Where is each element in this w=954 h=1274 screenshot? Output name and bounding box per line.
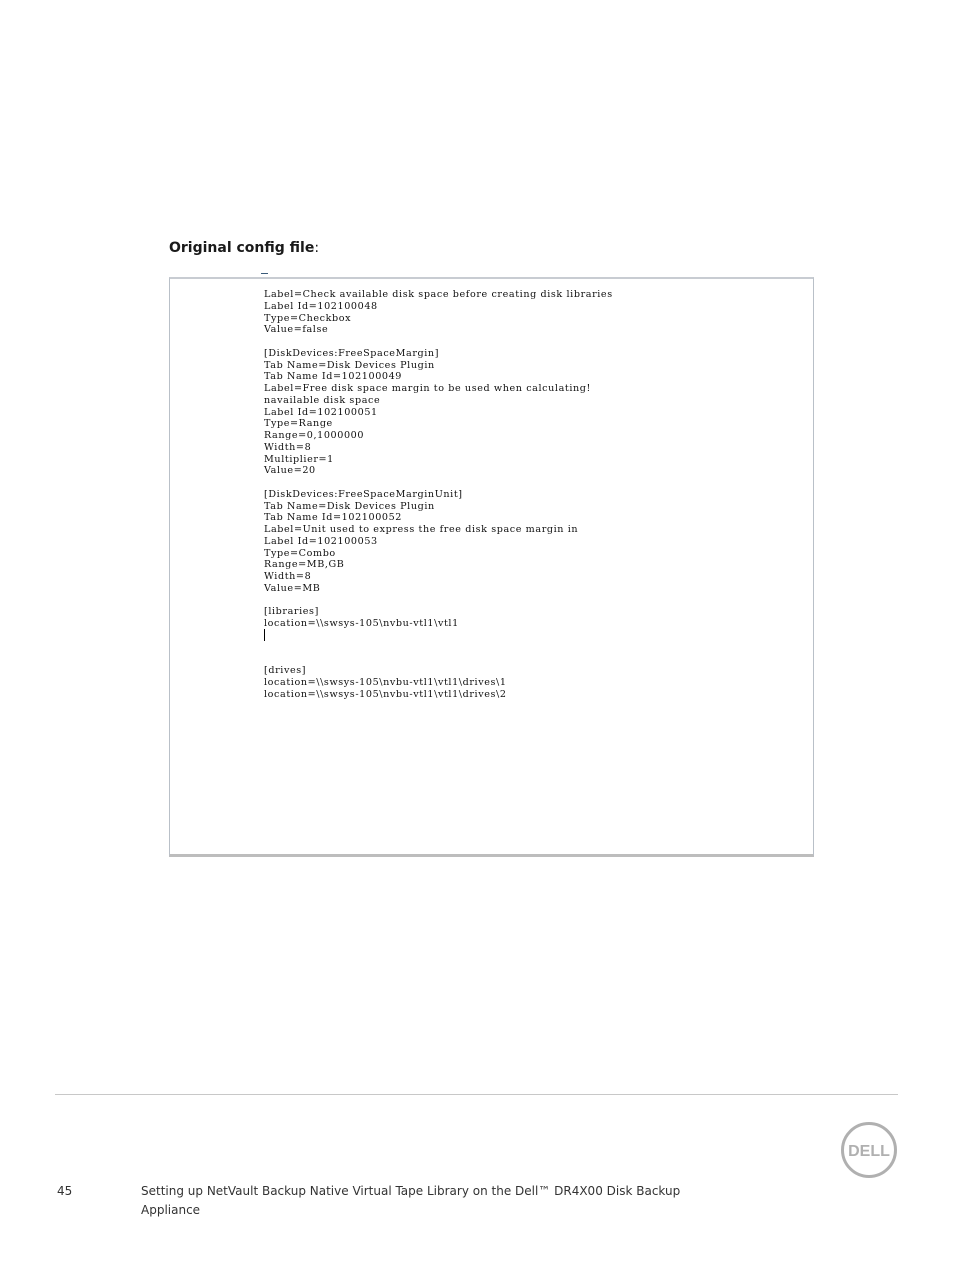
footer-title-line-1: Setting up NetVault Backup Native Virtual Tape Library on the Dell™ DR4X00 Disk Backup [141, 1184, 681, 1198]
config-line: Multiplier=1 [264, 453, 334, 465]
config-line: Label=Check available disk space before creating disk libraries [264, 289, 613, 300]
config-file-text [264, 289, 613, 700]
config-line [264, 642, 613, 654]
config-file-screenshot [169, 277, 814, 857]
config-line [264, 595, 613, 607]
config-line: Width=8 [264, 441, 312, 453]
footer-document-title [141, 1182, 701, 1220]
config-line: Type=Checkbox [264, 312, 352, 324]
section-heading-colon: : [314, 240, 320, 256]
config-line: [libraries] [264, 606, 319, 618]
config-line: Type=Combo [264, 547, 336, 559]
config-line [264, 477, 613, 489]
config-line: Value=false [264, 324, 329, 336]
config-line [264, 653, 613, 665]
config-line: Tab Name Id=102100049 [264, 371, 403, 383]
page-number: 45 [57, 1184, 73, 1198]
config-line: Value=20 [264, 465, 316, 477]
config-line: Label Id=102100048 [264, 300, 378, 312]
config-line: Label=Unit used to express the free disk space margin in [264, 524, 579, 535]
config-line: navailable disk space [264, 394, 381, 406]
config-line: Range=0,1000000 [264, 430, 365, 441]
config-line: Width=8 [264, 571, 312, 582]
config-line: [drives] [264, 665, 307, 676]
section-heading-label: Original config file [169, 240, 315, 256]
config-line: Label Id=102100051 [264, 406, 378, 418]
config-line: Label Id=102100053 [264, 535, 378, 547]
dell-logo-text: DELL [848, 1143, 890, 1160]
config-line: Type=Range [264, 418, 333, 430]
dell-logo-icon [840, 1121, 898, 1179]
config-line: Label=Free disk space margin to be used when calculating! [264, 383, 592, 394]
config-line: location=\\swsys-105\nvbu-vtl1\vtl1\drives\1 [264, 676, 507, 688]
section-heading [169, 239, 319, 257]
config-line [264, 630, 613, 642]
config-line: Tab Name=Disk Devices Plugin [264, 359, 435, 371]
config-line: [DiskDevices:FreeSpaceMarginUnit] [264, 488, 463, 500]
config-line: [DiskDevices:FreeSpaceMargin] [264, 347, 440, 359]
text-cursor [264, 629, 265, 641]
config-line: location=\\swsys-105\nvbu-vtl1\vtl1\drives\2 [264, 688, 507, 700]
config-line: Tab Name=Disk Devices Plugin [264, 500, 435, 512]
config-line: location=\\swsys-105\nvbu-vtl1\vtl1 [264, 618, 459, 629]
config-line: Value=MB [264, 582, 321, 594]
config-line [264, 336, 613, 348]
screenshot-marker [261, 273, 268, 274]
footer-divider [55, 1094, 898, 1095]
footer-title-line-2: Appliance [141, 1203, 201, 1217]
config-line: Tab Name Id=102100052 [264, 512, 403, 524]
config-line: Range=MB,GB [264, 559, 345, 571]
